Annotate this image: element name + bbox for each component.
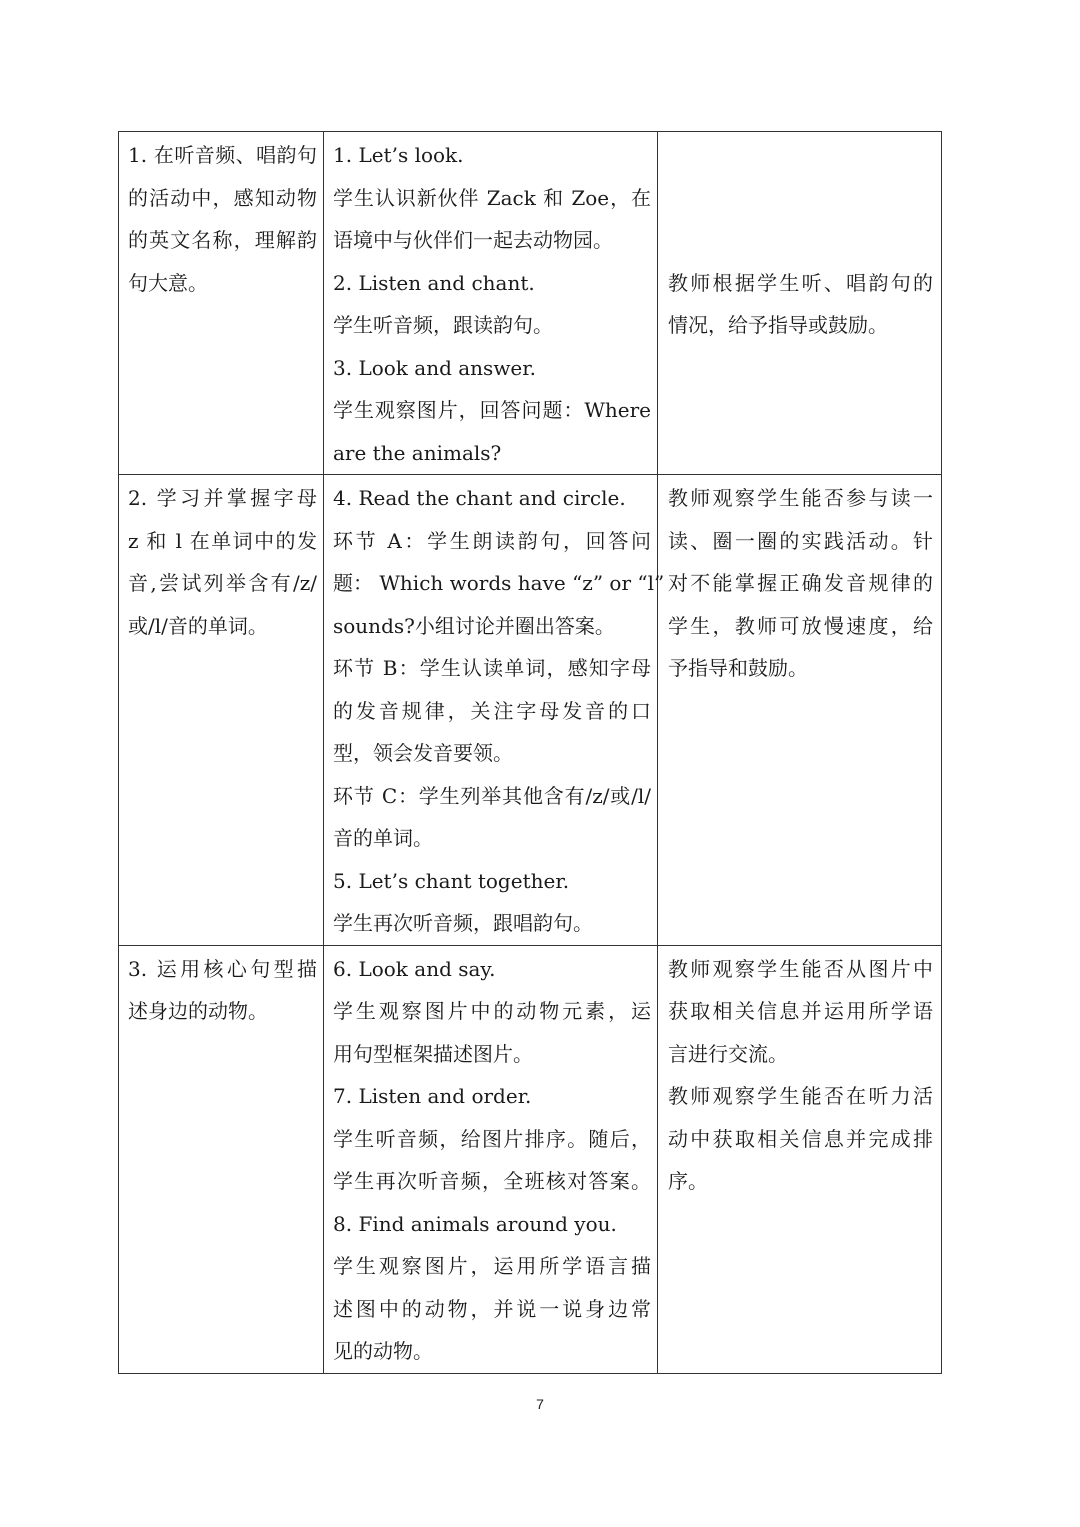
activity-line: 环节 B：学生认读单词，感知字母 (333, 656, 651, 680)
evaluation-line: 教师观察学生能否在听力活 (668, 1084, 933, 1108)
activity-line: 学生观察图片中的动物元素，运 (333, 999, 651, 1023)
activity-line: 学生听音频，给图片排序。随后， (333, 1126, 651, 1151)
activity-line: 1. Let’s look. (333, 143, 464, 167)
activity-line: 7. Listen and order. (333, 1084, 532, 1108)
evaluation-line: 学生，教师可放慢速度，给 (668, 613, 933, 638)
activity-line: 题： Which words have “z” or “l” (333, 571, 665, 595)
goal-line: 3. 运用核心句型描 (128, 956, 317, 981)
goal-cell (119, 475, 324, 946)
table-row (119, 132, 942, 475)
evaluation-line: 教师观察学生能否从图片中 (668, 956, 933, 981)
activity-line: 学生听音频，跟读韵句。 (333, 313, 553, 337)
activity-line: 6. Look and say. (333, 956, 496, 981)
goal-line: 述身边的动物。 (128, 999, 268, 1023)
goal-cell (119, 132, 324, 475)
evaluation-line: 动中获取相关信息并完成排 (668, 1126, 933, 1151)
table-row (119, 475, 942, 946)
activity-line: 5. Let’s chant together. (333, 868, 570, 893)
evaluation-line: 对不能掌握正确发音规律的 (668, 571, 933, 595)
activity-cell (324, 475, 665, 946)
goal-cell (119, 945, 324, 1373)
goal-line: 或/l/音的单词。 (128, 613, 268, 638)
activity-line: 学生认识新伙伴 Zack 和 Zoe，在 (333, 185, 651, 210)
activity-line: 学生再次听音频，跟唱韵句。 (333, 911, 593, 935)
activity-line: 用句型框架描述图片。 (333, 1041, 533, 1066)
activity-line: 型，领会发音要领。 (333, 741, 513, 765)
activity-line: 学生观察图片，回答问题：Where (333, 398, 651, 422)
goal-line: 的活动中，感知动物 (128, 185, 317, 210)
activity-line: sounds?小组讨论并圈出答案。 (333, 613, 615, 638)
table-row (119, 945, 942, 1373)
activity-line: 环节 A：学生朗读韵句，回答问 (333, 528, 651, 553)
activity-line: 环节 C：学生列举其他含有/z/或/l/ (333, 783, 651, 808)
activity-line: are the animals? (333, 440, 502, 465)
goal-line: 句大意。 (128, 270, 208, 295)
evaluation-line: 言进行交流。 (668, 1041, 788, 1066)
lesson-activity-table (118, 131, 942, 1374)
goal-line: z 和 l 在单词中的发 (128, 528, 317, 553)
evaluation-line: 教师观察学生能否参与读一 (668, 486, 933, 510)
activity-line: 3. Look and answer. (333, 355, 536, 380)
activity-line: 的发音规律，关注字母发音的口 (333, 698, 651, 723)
activity-cell (324, 132, 658, 475)
activity-line: 学生再次听音频，全班核对答案。 (333, 1169, 651, 1193)
activity-line: 4. Read the chant and circle. (333, 486, 626, 510)
activity-line: 语境中与伙伴们一起去动物园。 (333, 228, 613, 252)
activity-line: 述图中的动物，并说一说身边常 (333, 1296, 651, 1321)
evaluation-line: 获取相关信息并运用所学语 (668, 999, 933, 1023)
evaluation-line: 读、圈一圈的实践活动。针 (668, 528, 933, 553)
evaluation-line: 教师根据学生听、唱韵句的 (668, 270, 933, 295)
goal-line: 1. 在听音频、唱韵句 (128, 143, 317, 167)
evaluation-line: 情况，给予指导或鼓励。 (668, 313, 888, 337)
goal-line: 2. 学习并掌握字母 (128, 486, 317, 510)
activity-cell (324, 945, 658, 1373)
activity-line: 2. Listen and chant. (333, 270, 535, 295)
evaluation-cell (658, 132, 942, 475)
evaluation-line: 予指导和鼓励。 (668, 656, 808, 680)
goal-line: 音,尝试列举含有/z/ (128, 571, 317, 595)
activity-line: 8. Find animals around you. (333, 1211, 617, 1236)
activity-line: 学生观察图片，运用所学语言描 (333, 1254, 651, 1278)
page-number: 7 (536, 1396, 544, 1412)
goal-line: 的英文名称，理解韵 (128, 228, 317, 252)
evaluation-cell (658, 945, 942, 1373)
activity-line: 音的单词。 (333, 826, 433, 850)
activity-line: 见的动物。 (333, 1339, 433, 1363)
evaluation-cell (658, 475, 942, 946)
evaluation-line: 序。 (668, 1169, 708, 1193)
